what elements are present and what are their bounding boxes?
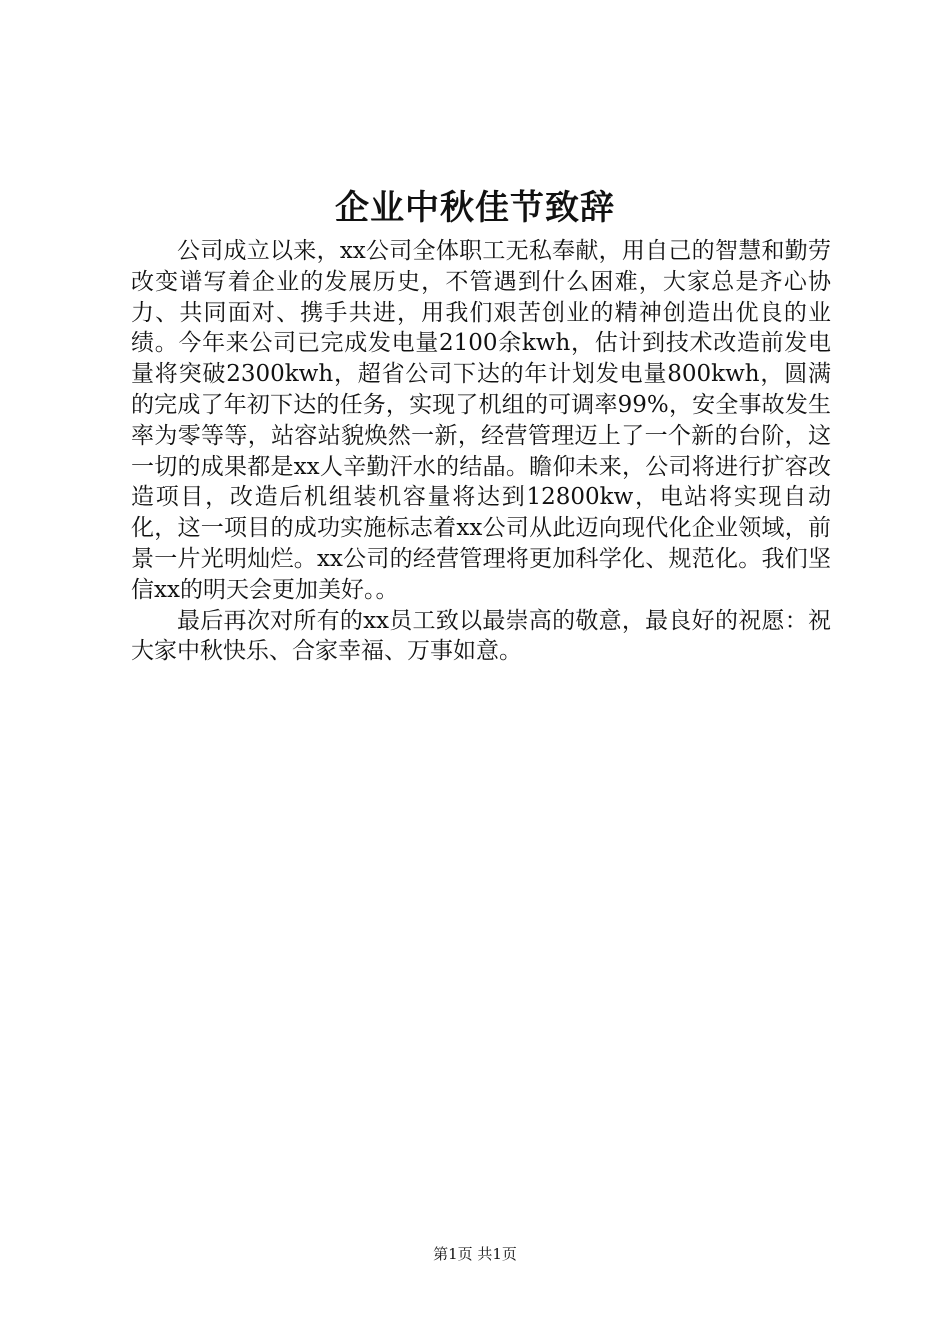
document-body: [131, 236, 831, 667]
paragraph: 公司成立以来，xx公司全体职工无私奉献，用自己的智慧和勤劳改变谱写着企业的发展历史，不管遇到什么困难，大家总是齐心协力、共同面对、携手共进，用我们艰苦创业的精神创造出优良的业绩。今年来公司已完成发电量2100余kwh，估计到技术改造前发电量将突破2300kwh，超省公司下达的年计划发电量800kwh，圆满的完成了年初下达的任务，实现了机组的可调率99%，安全事故发生率为零等等，站容站貌焕然一新，经营管理迈上了一个新的台阶，这一切的成果都是xx人辛勤汗水的结晶。瞻仰未来，公司将进行扩容改造项目，改造后机组装机容量将达到12800kw，电站将实现自动化，这一项目的成功实施标志着xx公司从此迈向现代化企业领域，前景一片光明灿烂。xx公司的经营管理将更加科学化、规范化。我们坚信xx的明天会更加美好。。: [131, 238, 831, 603]
paragraph: 最后再次对所有的xx员工致以最崇高的敬意，最良好的祝愿：祝大家中秋快乐、合家幸福、万事如意。: [131, 607, 831, 665]
document-title: 企业中秋佳节致辞: [335, 188, 615, 228]
page-footer: 第1页 共1页: [433, 1245, 517, 1263]
